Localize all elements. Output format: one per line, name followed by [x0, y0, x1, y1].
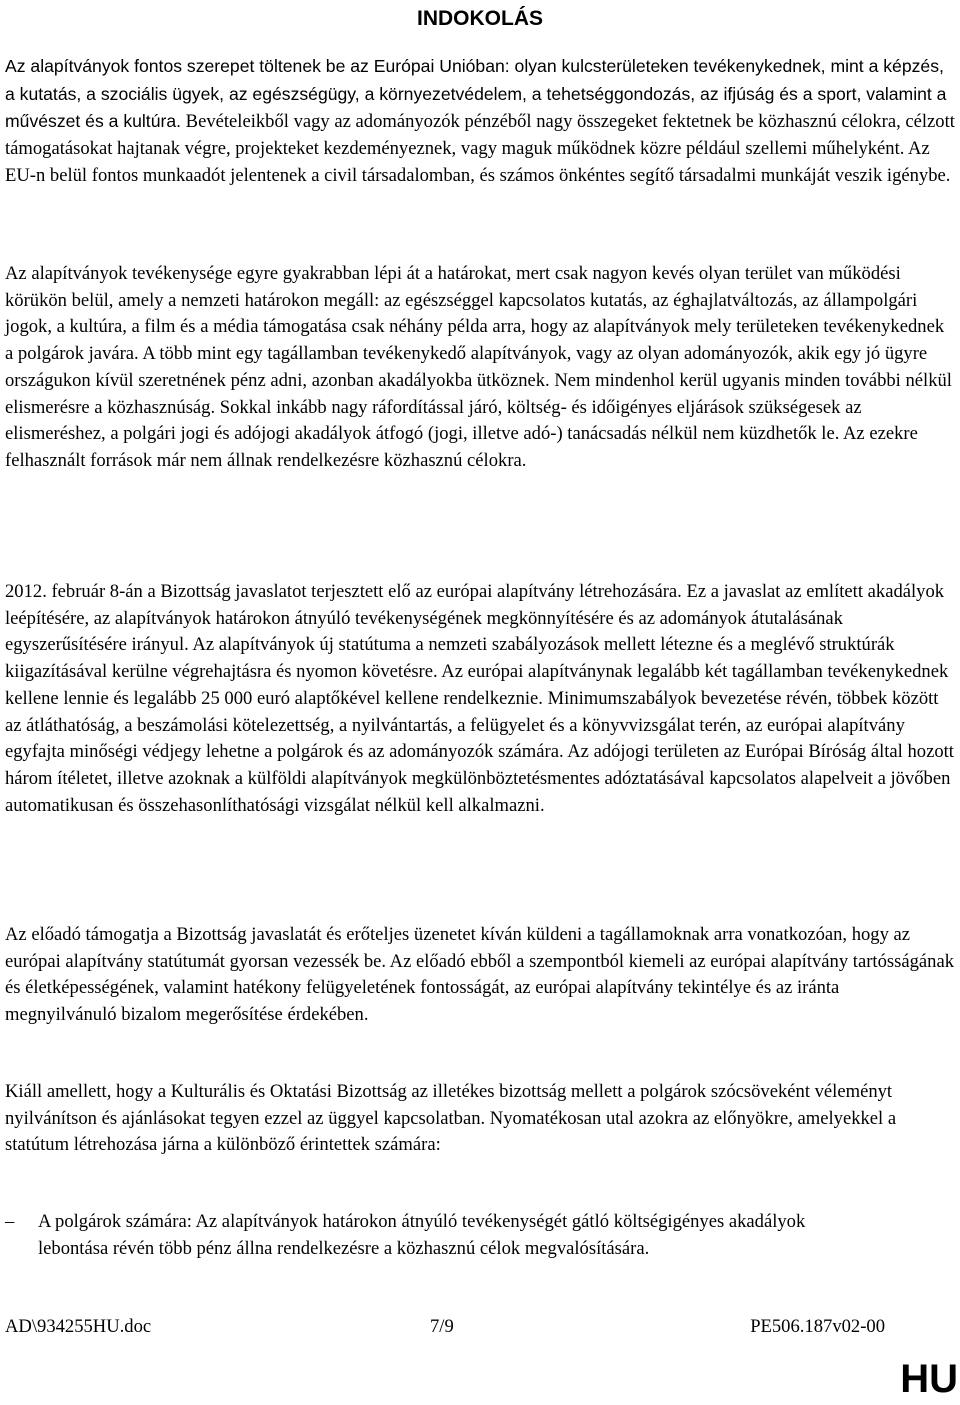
bullet-item	[5, 1209, 955, 1262]
bullet-text: A polgárok számára: Az alapítványok határokon átnyúló tevékenységét gátló költségigényes akadályok lebontása révén több pénz állna rendelkezésre a közhasznú célok megvalósítására.	[38, 1211, 806, 1259]
paragraph-4: Az előadó támogatja a Bizottság javaslatát és erőteljes üzenetet kíván küldeni a tagállamoknak arra vonatkozóan, hogy az európai alapítvány statútumát gyorsan vezessék be. Az előadó ebből a szempontból kiemeli az európai alapítvány tartósságának és életképességének, valamint hatékony felügyeletének fontosságát, az európai alapítvány tekintélye és az iránta megnyilvánuló bizalom megerősítése érdekében.	[5, 924, 954, 1026]
document-page	[5, 0, 955, 1337]
footer-page-number: 7/9	[430, 1316, 454, 1337]
paragraph-2: Az alapítványok tevékenysége egyre gyakrabban lépi át a határokat, mert csak nagyon kevés olyan terület van működési körükön belül, amely a nemzeti határokon megáll: az egészséggel kapcsolatos kutatás, az éghajlatváltozás, az állampolgári jogok, a kultúra, a film és a média támogatása csak néhány példa arra, hogy az alapítványok mely területeken tevékenykednek a polgárok javára. A több mint egy tagállamban tevékenykedő alapítványok, vagy az olyan adományozók, akik egy jó ügyre országukon kívül szeretnének pénz adni, azonban akadályokba ütköznek. Nem mindenhol kerül ugyanis minden további nélkül elismerésre a közhasznúság. Sokkal inkább nagy ráfordítással járó, költség- és időigényes eljárások szükségesek az elismeréshez, a polgári jogi és adójogi akadályok átfogó (jogi, illetve adó-) tanácsadás nélkül nem küzdhetők le. Az ezekre felhasznált források már nem állnak rendelkezésre közhasznú célokra.	[5, 263, 952, 471]
bullet-dash: –	[5, 1211, 15, 1232]
paragraph-1-part-b: Bevételeikből vagy az adományozók pénzéből nagy összegeket fektetnek be közhasznú célokra, célzott támogatásokat hajtanak végre, projekteket kezdeményeznek, vagy maguk működnek közre például szellemi műhelyként. Az EU-n belül fontos munkaadót jelentenek a civil társadalomban, és számos önkéntes segítő társadalmi munkáját veszik igénybe.	[5, 111, 955, 186]
footer-pe-ref: PE506.187v02-00	[750, 1316, 885, 1337]
language-code: HU	[900, 1357, 958, 1401]
paragraph-3: 2012. február 8-án a Bizottság javaslatot terjesztett elő az európai alapítvány létrehozására. Ez a javaslat az említett akadályok leépítésére, az alapítványok határokon átnyúló tevékenységének megkönnyítésére és az adományok átutalásának egyszerűsítésére irányul. Az alapítványok új statútuma a nemzeti szabályozások mellett létezne és a meglévő struktúrák kiigazításával kerülne végrehajtásra és nyomon követésre. Az európai alapítványnak legalább két tagállamban tevékenykednek kellene lennie és legalább 25 000 euró alaptőkével kellene rendelkeznie. Minimumszabályok bevezetése révén, többek között az átláthatóság, a beszámolási kötelezettség, a nyilvántartás, a felügyelet és a könyvvizsgálat terén, az európai alapítvány egyfajta minőségi védjegy lehetne a polgárok és az adományozók számára. Az adójogi területen az Európai Bíróság által hozott három ítéletet, illetve azoknak a külföldi alapítványok megkülönböztetésmentes adóztatásával kapcsolatos alapelveit a jövőben automatikusan és összehasonlíthatósági vizsgálat nélkül kell alkalmazni.	[5, 581, 954, 816]
paragraph-5: Kiáll amellett, hogy a Kulturális és Oktatási Bizottság az illetékes bizottság mellett a polgárok szócsöveként véleményt nyilvánítson és ajánlásokat tegyen ezzel az üggyel kapcsolatban. Nyomatékosan utal azokra az előnyökre, amelyekkel a statútum létrehozása járna a különböző érintettek számára:	[5, 1081, 897, 1156]
page-footer	[5, 1314, 885, 1340]
document-heading: INDOKOLÁS	[417, 7, 543, 30]
paragraph-1	[5, 53, 955, 190]
footer-doc-ref: AD\934255HU.doc	[5, 1316, 152, 1337]
paragraph-1-part-a: Az alapítványok fontos szerepet töltenek be az Európai Unióban: olyan kulcsterületeken tevékenykednek, mint a képzés, a kutatás, a szociális ügyek, az egészségügy, a környezetvédelem, a tehetséggondozás, az ifjúság és a sport, valamint a művészet és a kultúra.	[5, 56, 947, 132]
